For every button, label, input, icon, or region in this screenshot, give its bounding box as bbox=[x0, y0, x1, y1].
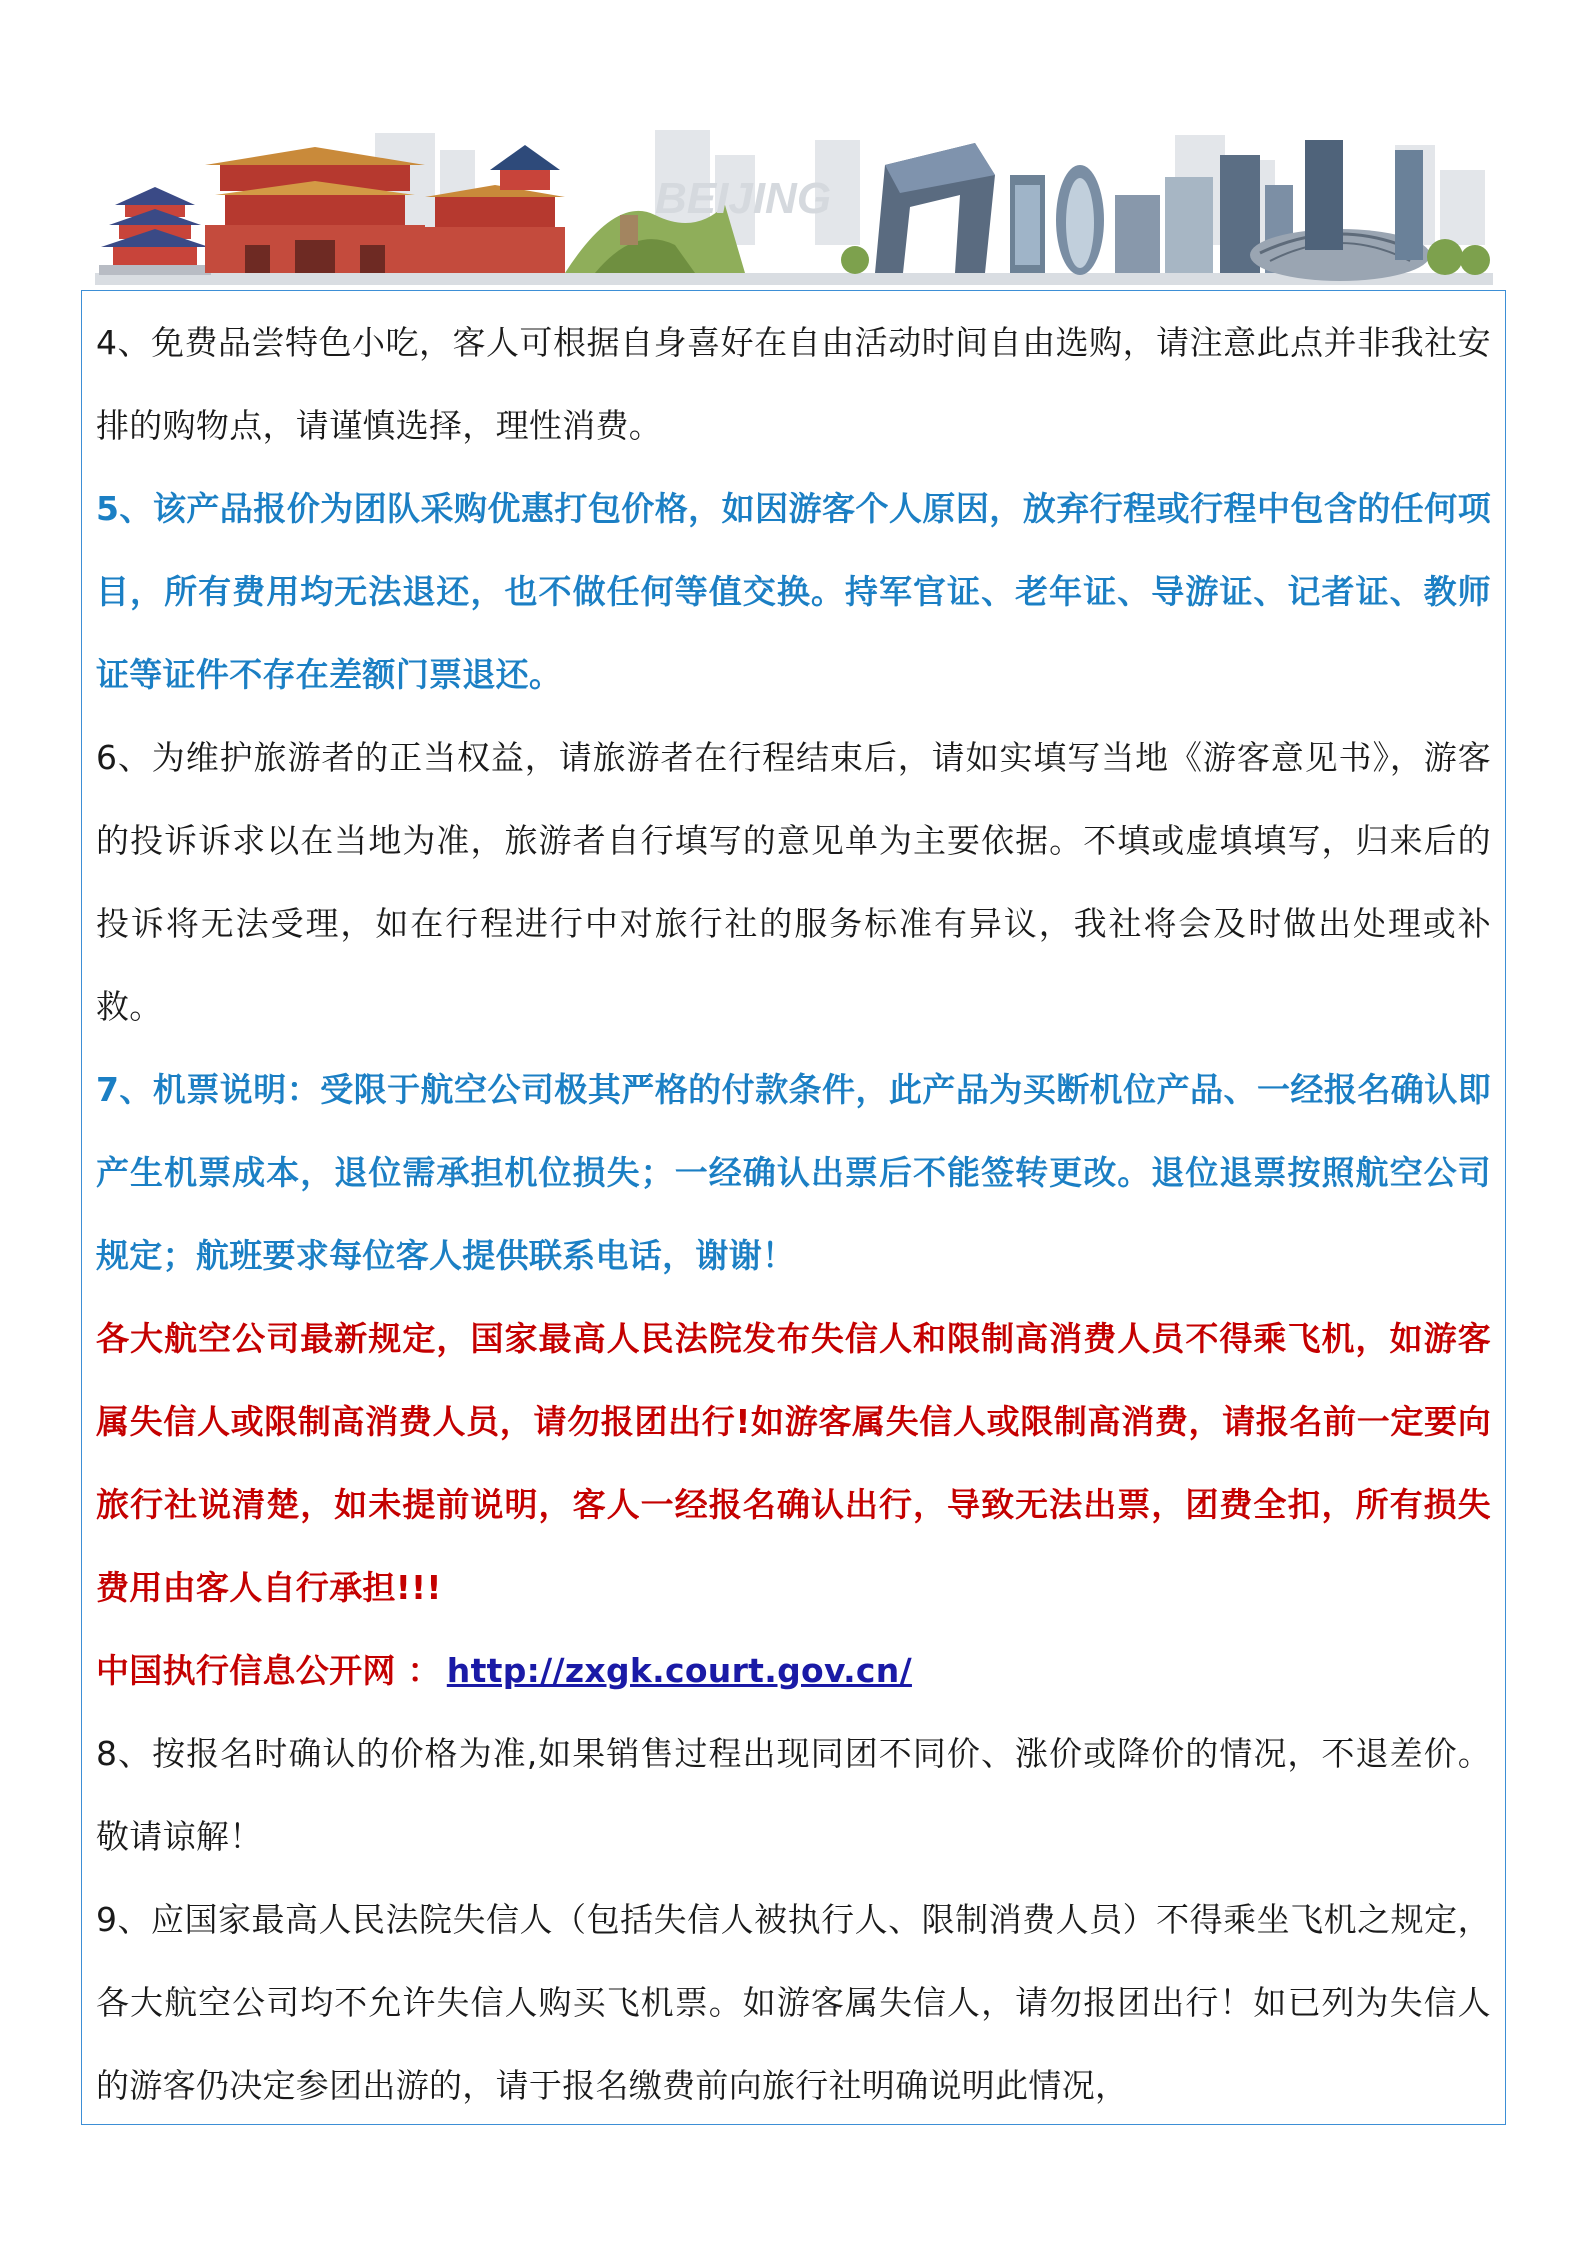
notice-item-8: 8、按报名时确认的价格为准,如果销售过程出现同团不同价、涨价或降价的情况，不退差价。敬请谅解！ bbox=[96, 1734, 1491, 1856]
airline-warning: 各大航空公司最新规定，国家最高人民法院发布失信人和限制高消费人员不得乘飞机，如游客属失信人或限制高消费人员，请勿报团出行!如游客属失信人或限制高消费，请报名前一定要向旅行社说清楚，如未提前说明，客人一经报名确认出行，导致无法出票，团费全扣，所有损失费用由客人自行承担!!! bbox=[96, 1319, 1491, 1607]
notice-content-box bbox=[81, 290, 1506, 2125]
beijing-watermark: BEIJING bbox=[655, 174, 832, 223]
tower-icon bbox=[1010, 165, 1104, 275]
court-website-link[interactable]: http://zxgk.court.gov.cn/ bbox=[446, 1651, 912, 1690]
court-website-line bbox=[96, 1629, 1491, 1712]
notice-item-5: 5、该产品报价为团队采购优惠打包价格，如因游客个人原因，放弃行程或行程中包含的任何项目，所有费用均无法退还，也不做任何等值交换。持军官证、老年证、导游证、记者证、教师证等证件不存在差额门票退还。 bbox=[96, 489, 1491, 694]
cctv-tower-icon bbox=[875, 143, 995, 273]
notice-item-6: 6、为维护旅游者的正当权益，请旅游者在行程结束后，请如实填写当地《游客意见书》，游客的投诉诉求以在当地为准，旅游者自行填写的意见单为主要依据。不填或虚填填写，归来后的投诉将无法受理，如在行程进行中对旅行社的服务标准有异议，我社将会及时做出处理或补救。 bbox=[96, 738, 1491, 1026]
notice-item-4: 4、免费品尝特色小吃，客人可根据自身喜好在自由活动时间自由选购，请注意此点并非我社安排的购物点，请谨慎选择，理性消费。 bbox=[96, 323, 1491, 445]
pavilion-icon bbox=[490, 145, 560, 190]
court-website-label: 中国执行信息公开网 ： bbox=[96, 1651, 441, 1690]
notice-item-7-airfare: 7、机票说明：受限于航空公司极其严格的付款条件，此产品为买断机位产品、一经报名确认即产生机票成本，退位需承担机位损失；一经确认出票后不能签转更改。退位退票按照航空公司规定；航班要求每位客人提供联系电话，谢谢！ bbox=[96, 1070, 1491, 1275]
skyline-illustration bbox=[95, 125, 1493, 285]
notice-item-9: 9、应国家最高人民法院失信人（包括失信人被执行人、限制消费人员）不得乘坐飞机之规定，各大航空公司均不允许失信人购买飞机票。如游客属失信人，请勿报团出行！如已列为失信人的游客仍决定参团出游的，请于报名缴费前向旅行社明确说明此情况， bbox=[96, 1900, 1491, 2105]
temple-of-heaven-icon bbox=[99, 187, 211, 275]
beijing-skyline-banner bbox=[95, 125, 1493, 285]
